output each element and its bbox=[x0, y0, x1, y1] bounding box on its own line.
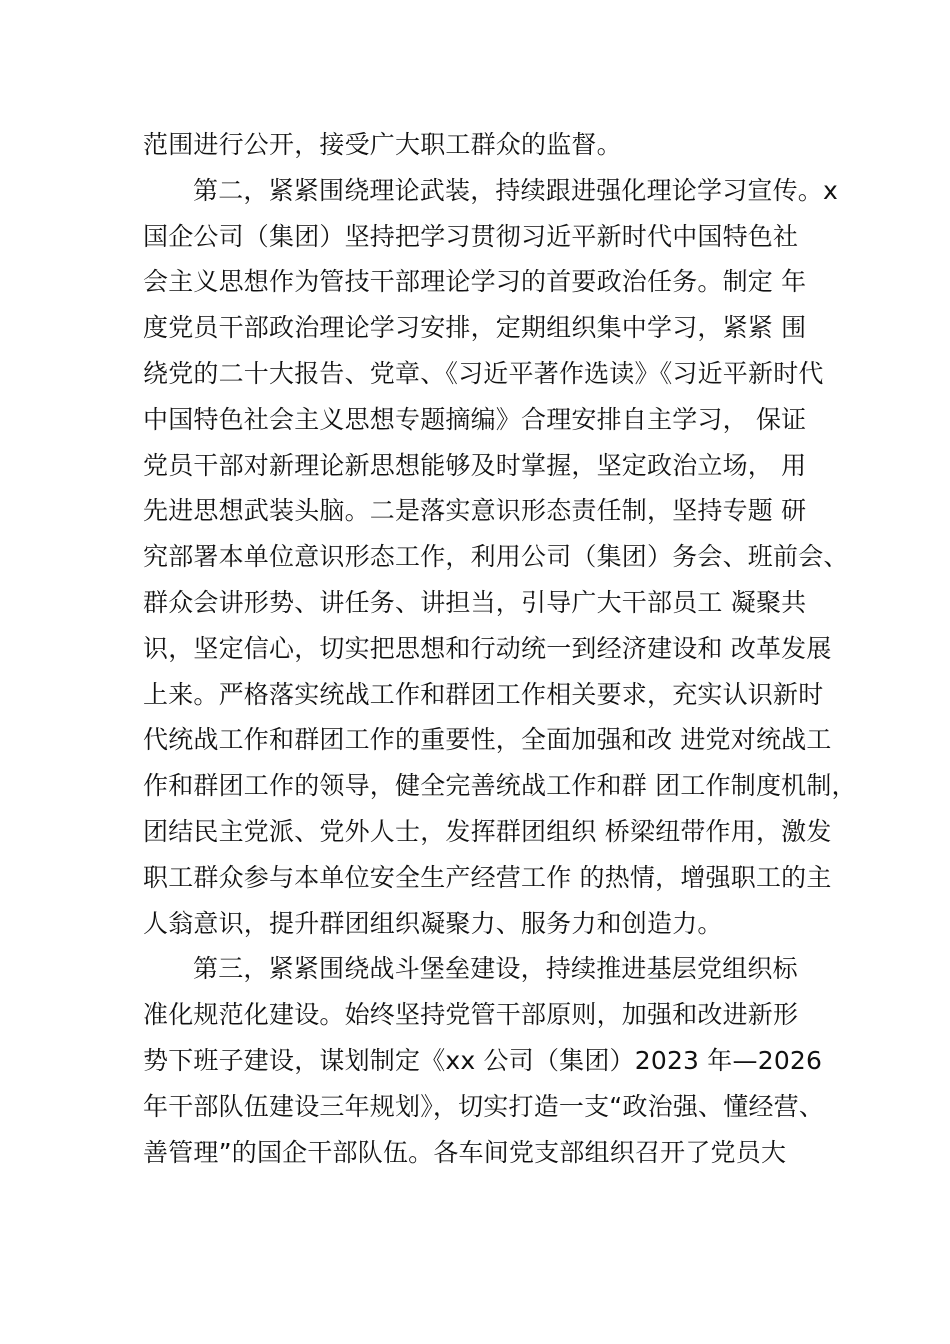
text-line: 中国特色社会主义思想专题摘编》合理安排自主学习， 保证 bbox=[143, 404, 807, 434]
text-line: 团结民主党派、党外人士，发挥群团组织 桥梁纽带作用，激发 bbox=[143, 816, 832, 846]
text-line: 会主义思想作为管技干部理论学习的首要政治任务。制定 年 bbox=[143, 267, 807, 297]
text-line: 上来。严格落实统战工作和群团工作相关要求，充实认识新时 bbox=[143, 679, 824, 709]
text-line: 职工群众参与本单位安全生产经营工作 的热情，增强职工的主 bbox=[143, 862, 832, 892]
text-line: 国企公司（集团）坚持把学习贯彻习近平新时代中国特色社 bbox=[143, 221, 799, 251]
text-line: 年干部队伍建设三年规划》，切实打造一支“政治强、懂经营、 bbox=[143, 1091, 825, 1121]
paragraph-first-line: 第三，紧紧围绕战斗堡垒建设，持续推进基层党组织标 bbox=[193, 954, 798, 984]
body-text bbox=[143, 122, 863, 1175]
text-line: 党员干部对新理论新思想能够及时掌握，坚定政治立场， 用 bbox=[143, 450, 807, 480]
text-line: 代统战工作和群团工作的重要性，全面加强和改 进党对统战工 bbox=[143, 725, 832, 755]
text-line: 善管理”的国企干部队伍。各车间党支部组织召开了党员大 bbox=[143, 1137, 787, 1167]
text-line: 识，坚定信心，切实把思想和行动统一到经济建设和 改革发展 bbox=[143, 633, 832, 663]
text-line: 准化规范化建设。始终坚持党管干部原则，加强和改进新形 bbox=[143, 1000, 799, 1030]
text-line: 先进思想武装头脑。二是落实意识形态责任制，坚持专题 研 bbox=[143, 496, 807, 526]
text-line: 作和群团工作的领导，健全完善统战工作和群 团工作制度机制， bbox=[143, 771, 857, 801]
text-line: 势下班子建设，谋划制定《xx 公司（集团）2023 年—2026 bbox=[143, 1045, 823, 1075]
paragraph-first-line: 第二，紧紧围绕理论武装，持续跟进强化理论学习宣传。x bbox=[193, 175, 838, 205]
text-line: 群众会讲形势、讲任务、讲担当，引导广大干部员工 凝聚共 bbox=[143, 587, 807, 617]
text-line: 究部署本单位意识形态工作，利用公司（集团）务会、班前会、 bbox=[143, 542, 849, 572]
text-line: 范围进行公开，接受广大职工群众的监督。 bbox=[143, 130, 622, 159]
text-line: 度党员干部政治理论学习安排，定期组织集中学习，紧紧 围 bbox=[143, 313, 807, 343]
text-line: 人翁意识，提升群团组织凝聚力、服务力和创造力。 bbox=[143, 908, 723, 938]
text-line: 绕党的二十大报告、党章、《习近平著作选读》《习近平新时代 bbox=[143, 358, 824, 388]
